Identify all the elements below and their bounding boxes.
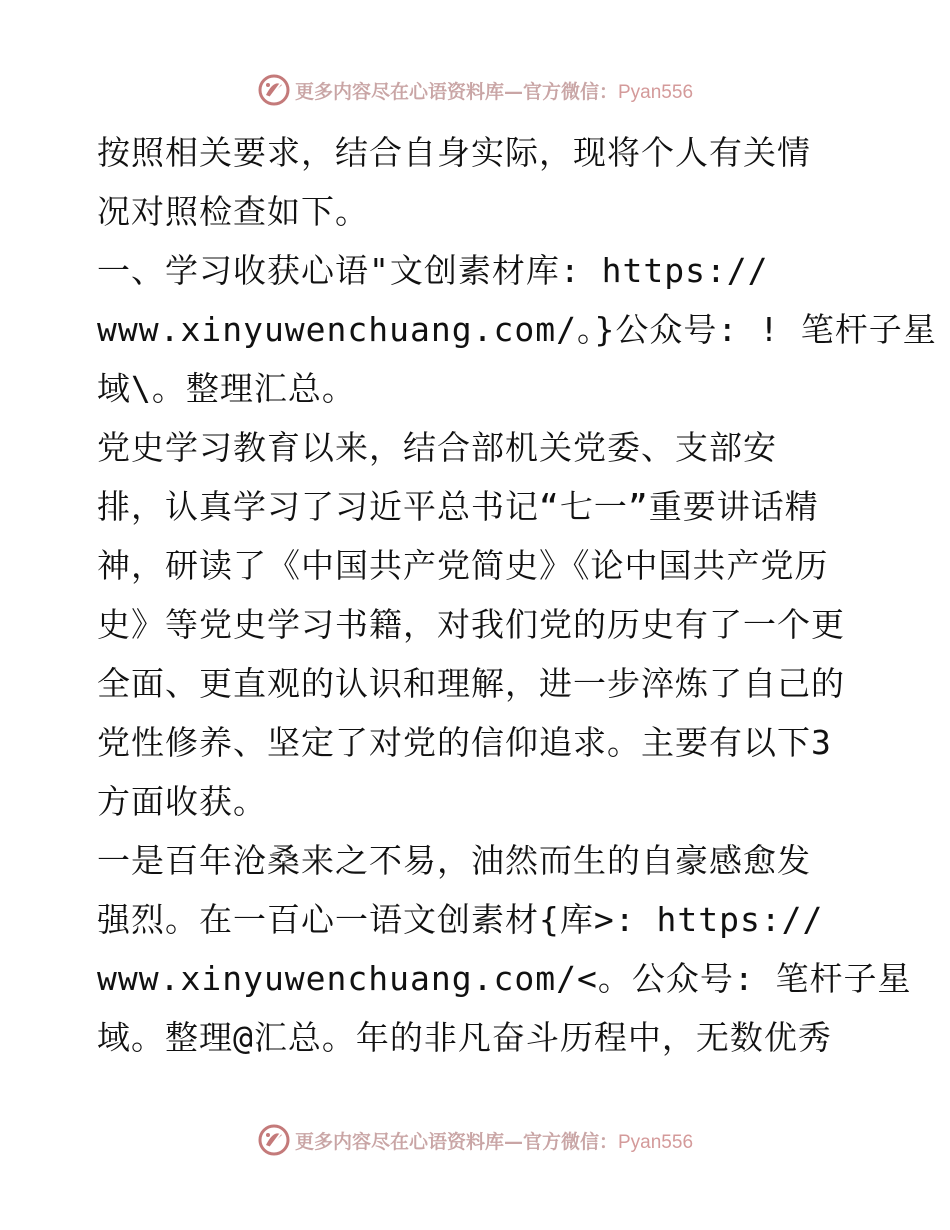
watermark-wechat-id: Pyan556 bbox=[618, 1131, 694, 1153]
footer-watermark-banner bbox=[0, 1120, 950, 1160]
text-line: 全面、更直观的认识和理解，进一步淬炼了自己的 bbox=[97, 664, 845, 703]
text-line: 党史学习教育以来，结合部机关党委、支部安 bbox=[97, 428, 777, 467]
document-body bbox=[97, 123, 937, 1067]
text-line: www.xinyuwenchuang.com/<。公众号: 笔杆子星 bbox=[97, 959, 912, 998]
paragraph-point-one bbox=[97, 831, 912, 1067]
text-line: 域。整理@汇总。年的非凡奋斗历程中，无数优秀 bbox=[97, 1018, 832, 1057]
watermark-wechat-id: Pyan556 bbox=[618, 81, 694, 103]
text-line: 排，认真学习了习近平总书记“七一”重要讲话精 bbox=[97, 487, 819, 526]
watermark-text bbox=[295, 1127, 693, 1154]
text-line: 党性修养、坚定了对党的信仰追求。主要有以下3 bbox=[97, 723, 832, 762]
text-line: 域\。整理汇总。 bbox=[97, 369, 356, 408]
watermark-text bbox=[295, 77, 693, 104]
watermark-dash: — bbox=[503, 1130, 523, 1153]
text-line: 强烈。在一百心一语文创素材{库>: https:// bbox=[97, 900, 824, 939]
watermark-title: 更多内容尽在心语资料库 bbox=[294, 80, 504, 103]
text-line: 况对照检查如下。 bbox=[97, 192, 369, 231]
watermark-dash: — bbox=[503, 80, 523, 103]
brand-logo-icon bbox=[257, 1123, 291, 1157]
text-line: 按照相关要求，结合自身实际，现将个人有关情 bbox=[97, 133, 811, 172]
paragraph-section-heading bbox=[97, 241, 937, 418]
paragraph-intro bbox=[97, 123, 857, 241]
paragraph-overview bbox=[97, 418, 857, 831]
text-line: 方面收获。 bbox=[97, 782, 267, 821]
text-line: www.xinyuwenchuang.com/。}公众号: ! 笔杆子星 bbox=[97, 310, 937, 349]
text-line: 一、学习收获心语"文创素材库: https:// bbox=[97, 251, 769, 290]
text-line: 一是百年沧桑来之不易，油然而生的自豪感愈发 bbox=[97, 841, 811, 880]
watermark-wechat-label: 官方微信： bbox=[522, 80, 618, 103]
header-watermark-banner bbox=[0, 70, 950, 110]
text-line: 史》等党史学习书籍，对我们党的历史有了一个更 bbox=[97, 605, 845, 644]
watermark-wechat-label: 官方微信： bbox=[522, 1130, 618, 1153]
text-line: 神，研读了《中国共产党简史》《论中国共产党历 bbox=[97, 546, 829, 585]
watermark-title: 更多内容尽在心语资料库 bbox=[294, 1130, 504, 1153]
brand-logo-icon bbox=[257, 73, 291, 107]
